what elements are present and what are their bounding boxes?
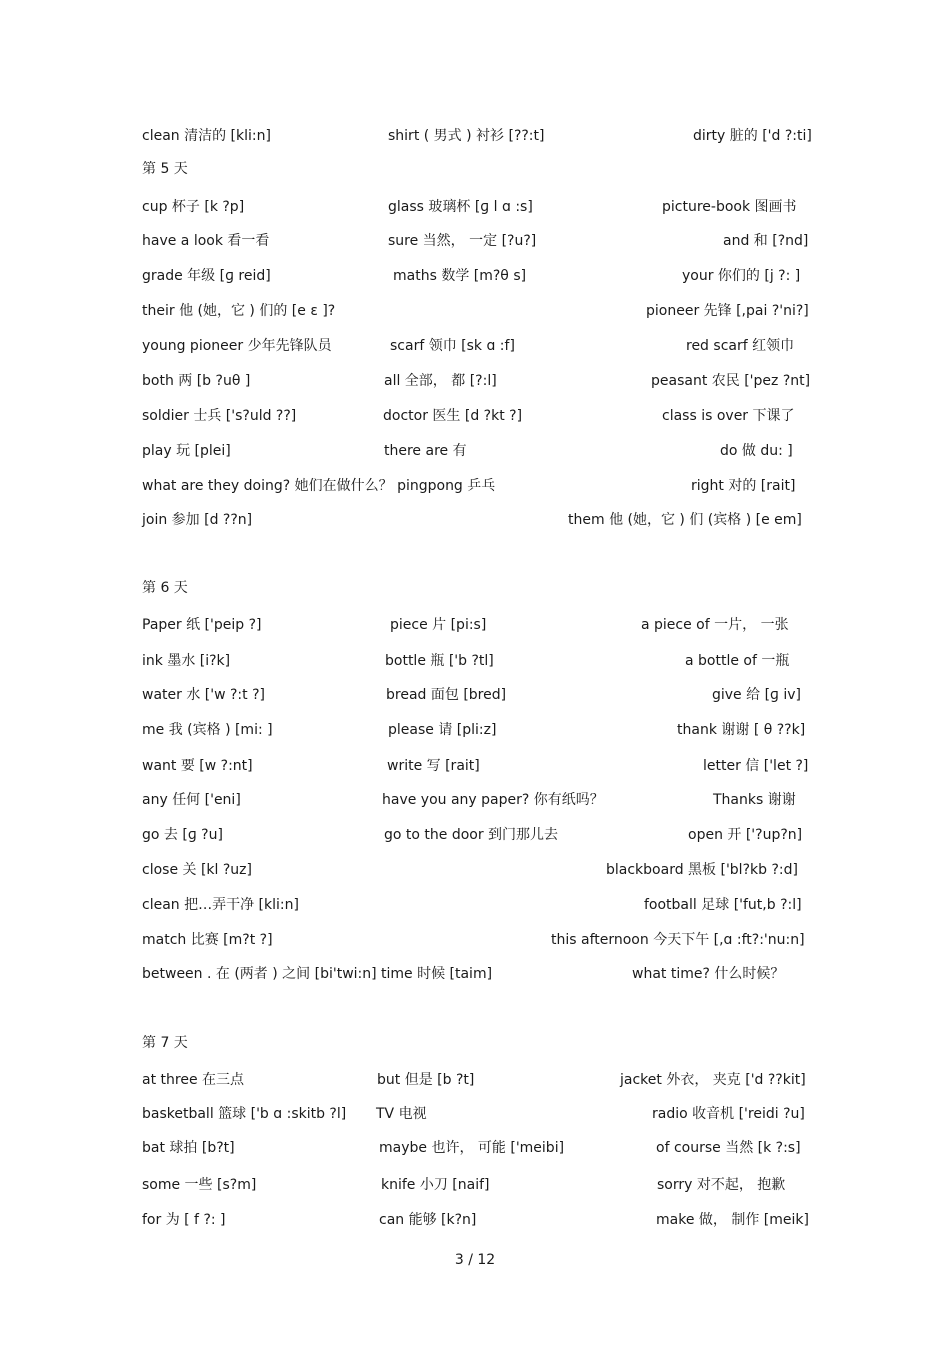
vocab-entry: Paper 纸 ['peip ?]: [142, 617, 262, 633]
vocab-entry: football 足球 ['fut,b ?:l]: [644, 897, 802, 913]
vocab-entry: doctor 医生 [d ?kt ?]: [383, 408, 523, 424]
vocab-entry: bread 面包 [bred]: [386, 687, 507, 703]
vocab-entry: shirt ( 男式 ) 衬衫 [??:t]: [388, 128, 545, 144]
vocab-entry: young pioneer 少年先锋队员: [142, 338, 332, 354]
vocab-entry: red scarf 红领巾: [686, 338, 795, 354]
section-heading-day-5: 第 5 天: [142, 161, 188, 177]
vocab-entry: a piece of 一片， 一张: [641, 617, 789, 633]
vocab-entry: what are they doing? 她们在做什么？ pingpong 乒乓: [142, 478, 496, 494]
vocab-entry: dirty 脏的 ['d ?:ti]: [693, 128, 812, 144]
vocab-entry: and 和 [?nd]: [723, 233, 809, 249]
vocab-entry: water 水 ['w ?:t ?]: [142, 687, 265, 703]
page-current: 3: [454, 1252, 464, 1268]
vocab-entry: pioneer 先锋 [,pai ?'ni?]: [646, 303, 809, 319]
vocab-entry: basketball 篮球 ['b ɑ :skitb ?l]: [142, 1106, 347, 1122]
vocab-entry: some 一些 [s?m]: [142, 1177, 257, 1193]
vocab-entry: have you any paper? 你有纸吗？: [382, 792, 604, 808]
vocab-entry: class is over 下课了: [662, 408, 795, 424]
vocab-entry: between . 在 (两者 ) 之间 [bi'twi:n]: [142, 966, 377, 982]
vocab-entry: please 请 [pli:z]: [388, 722, 497, 738]
vocab-entry: your 你们的 [j ?: ]: [682, 268, 801, 284]
vocab-entry: piece 片 [pi:s]: [390, 617, 487, 633]
vocab-entry: their 他 (她，它 ) 们的 [e ε ]?: [142, 303, 336, 319]
vocab-entry: Thanks 谢谢: [713, 792, 796, 808]
vocab-entry: glass 玻璃杯 [ɡ l ɑ :s]: [388, 199, 533, 215]
vocab-entry: grade 年级 [ɡ reid]: [142, 268, 271, 284]
vocab-entry: play 玩 [plei]: [142, 443, 231, 459]
vocab-entry: clean 把…弄干净 [kli:n]: [142, 897, 299, 913]
vocab-entry: picture-book 图画书: [662, 199, 797, 215]
vocab-entry: write 写 [rait]: [387, 758, 480, 774]
vocab-entry: bottle 瓶 ['b ?tl]: [385, 653, 494, 669]
vocab-entry: soldier 士兵 ['s?uld ??]: [142, 408, 297, 424]
vocab-entry: right 对的 [rait]: [691, 478, 796, 494]
section-heading-day-6: 第 6 天: [142, 580, 188, 596]
vocab-entry: ink 墨水 [i?k]: [142, 653, 231, 669]
vocab-entry: but 但是 [b ?t]: [377, 1072, 475, 1088]
vocab-entry: sure 当然， 一定 [?u?]: [388, 233, 537, 249]
vocab-entry: blackboard 黑板 ['bl?kb ?:d]: [606, 862, 798, 878]
vocab-entry: all 全部， 都 [?:l]: [384, 373, 497, 389]
vocab-entry: thank 谢谢 [ θ ??k]: [677, 722, 806, 738]
vocab-entry: clean 清洁的 [kli:n]: [142, 128, 271, 144]
vocab-entry: give 给 [ɡ iv]: [712, 687, 802, 703]
vocab-entry: a bottle of 一瓶: [685, 653, 790, 669]
vocab-entry: this afternoon 今天下午 [,ɑ :ft?:'nu:n]: [551, 932, 805, 948]
vocab-entry: cup 杯子 [k ?p]: [142, 199, 245, 215]
vocab-entry: knife 小刀 [naif]: [381, 1177, 490, 1193]
vocab-entry: there are 有: [384, 443, 467, 459]
vocab-entry: close 关 [kl ?uz]: [142, 862, 252, 878]
vocab-entry: radio 收音机 ['reidi ?u]: [652, 1106, 805, 1122]
page-total: 12: [477, 1252, 496, 1268]
vocab-entry: letter 信 ['let ?]: [703, 758, 809, 774]
vocab-entry: what time? 什么时候？: [632, 966, 785, 982]
vocab-entry: scarf 领巾 [sk ɑ :f]: [390, 338, 515, 354]
vocab-entry: TV 电视: [376, 1106, 427, 1122]
page-separator: /: [468, 1252, 473, 1268]
vocab-entry: of course 当然 [k ?:s]: [656, 1140, 801, 1156]
vocab-entry: do 做 du: ]: [720, 443, 793, 459]
vocab-entry: peasant 农民 ['pez ?nt]: [651, 373, 811, 389]
vocab-entry: maybe 也许， 可能 ['meibi]: [379, 1140, 565, 1156]
vocab-entry: sorry 对不起， 抱歉: [657, 1177, 786, 1193]
vocab-entry: both 两 [b ?uθ ]: [142, 373, 251, 389]
vocab-entry: any 任何 ['eni]: [142, 792, 241, 808]
vocab-entry: them 他 (她，它 ) 们 (宾格 ) [e em]: [568, 512, 802, 528]
vocab-entry: make 做， 制作 [meik]: [656, 1212, 809, 1228]
vocab-entry: want 要 [w ?:nt]: [142, 758, 253, 774]
section-heading-day-7: 第 7 天: [142, 1035, 188, 1051]
vocab-entry: join 参加 [d ??n]: [142, 512, 253, 528]
vocab-entry: have a look 看一看: [142, 233, 270, 249]
vocab-entry: jacket 外衣， 夹克 ['d ??kit]: [620, 1072, 806, 1088]
vocab-entry: me 我 (宾格 ) [mi: ]: [142, 722, 273, 738]
vocab-entry: can 能够 [k?n]: [379, 1212, 477, 1228]
vocab-entry: bat 球拍 [b?t]: [142, 1140, 235, 1156]
page-number: [0, 1251, 950, 1269]
vocab-entry: go 去 [ɡ ?u]: [142, 827, 223, 843]
vocab-entry: maths 数学 [m?θ s]: [393, 268, 527, 284]
vocab-entry: match 比赛 [m?t ?]: [142, 932, 273, 948]
vocab-entry: for 为 [ f ?: ]: [142, 1212, 226, 1228]
vocab-entry: time 时候 [taim]: [381, 966, 493, 982]
vocab-entry: go to the door 到门那儿去: [384, 827, 559, 843]
vocab-entry: at three 在三点: [142, 1072, 245, 1088]
vocab-entry: open 开 ['?up?n]: [688, 827, 803, 843]
